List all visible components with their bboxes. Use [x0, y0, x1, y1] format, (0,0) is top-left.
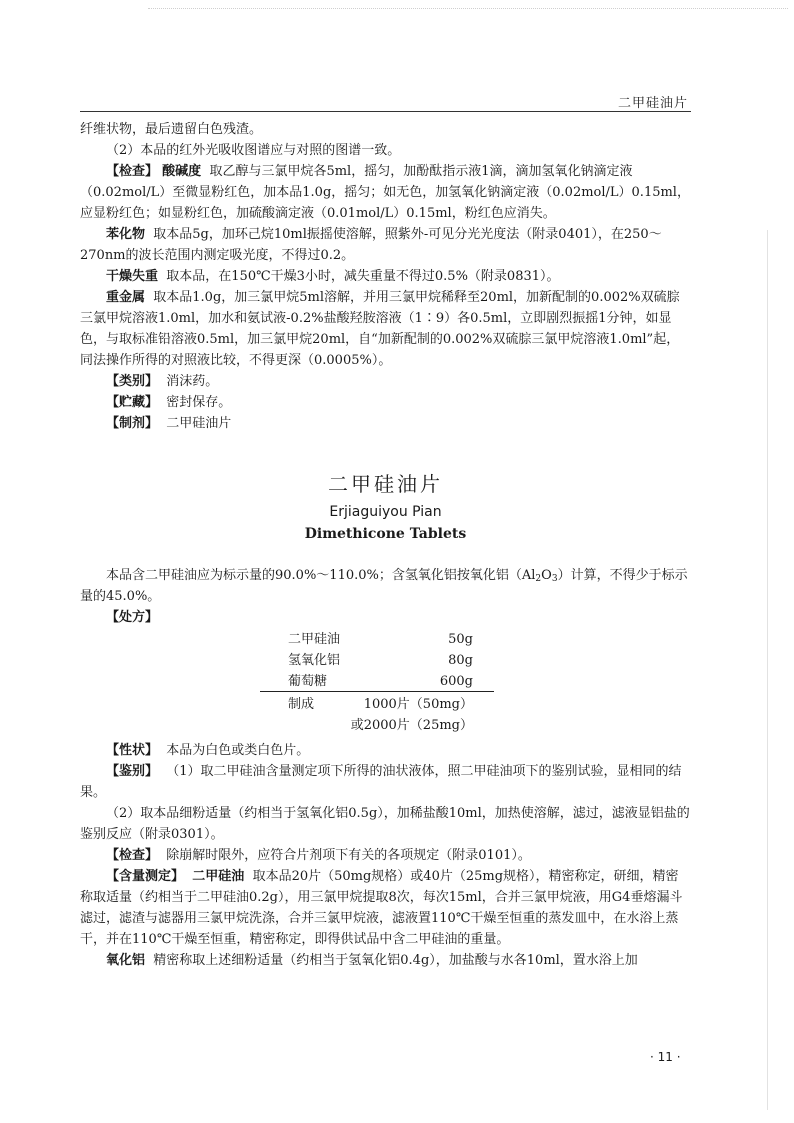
- formula-amount: 50g: [448, 632, 473, 647]
- running-head: 二甲硅油片: [617, 96, 688, 111]
- identification-paragraph: [80, 761, 691, 803]
- metal-paragraph: [80, 287, 691, 371]
- benzene-label: 苯化物: [106, 227, 146, 242]
- page-edge-line: [767, 230, 768, 1110]
- loss-text: 取本品，在150℃干燥3小时，减失重量不得过0.5%（附录0831）。: [166, 269, 560, 284]
- assay-alumina-text: 精密称取上述细粉适量（约相当于氢氧化铝0.4g），加盐酸与水各10ml，置水浴上加: [153, 953, 638, 968]
- intro-text-b: ）计算，不得少于标示量的45.0%。: [80, 568, 688, 604]
- assay-label: 【含量测定】: [106, 869, 185, 884]
- formula-made-row: [80, 694, 691, 715]
- loss-paragraph: [80, 266, 691, 287]
- acidity-text: 取乙醇与三氯甲烷各5ml，摇匀，加酚酞指示液1滴，滴加氢氧化钠滴定液（0.02mol/L）至微显粉红色，加本品1.0g，摇匀；如无色，加氢氧化钠滴定液（0.02mol/L）0.15ml，应显粉红色；如显粉红色，加硫酸滴定液（0.01mol/L）0.15ml，粉红色应消失。: [80, 164, 690, 221]
- intro-subscript-2: 3: [551, 574, 558, 584]
- check-text: 除崩解时限外，应符合片剂项下有关的各项规定（附录0101）。: [166, 848, 531, 863]
- assay-dimethicone-label: 二甲硅油: [192, 869, 245, 884]
- character-paragraph: [80, 740, 691, 761]
- formula-ingredient: 氢氧化铝: [288, 653, 341, 668]
- category-text: 消沫药。: [166, 374, 219, 389]
- formula-heading: [80, 607, 691, 628]
- formula-made-row: [80, 715, 691, 736]
- made-label: 制成: [288, 697, 315, 712]
- prep-paragraph: [80, 413, 691, 434]
- monograph-pinyin: Erjiaguiyou Pian: [329, 504, 442, 520]
- made-amount-1: 1000片（50mg）: [363, 697, 473, 712]
- header-rule: [80, 111, 691, 112]
- top-dotted-rule: [148, 8, 788, 9]
- made-amount-2: 或2000片（25mg）: [350, 718, 473, 733]
- storage-paragraph: [80, 392, 691, 413]
- formula-ingredient: 葡萄糖: [288, 674, 328, 689]
- formula-ingredient: 二甲硅油: [288, 632, 341, 647]
- benzene-paragraph: [80, 224, 691, 266]
- assay-paragraph: [80, 866, 691, 950]
- section-gap: [80, 434, 691, 471]
- formula-amount: 600g: [439, 674, 473, 689]
- check-paragraph: [80, 845, 691, 866]
- intro-paragraph: [80, 565, 691, 607]
- formula-row: [80, 629, 691, 650]
- page-number: · 11 ·: [650, 1050, 681, 1064]
- assay-dimethicone-text: 取本品20片（50mg规格）或40片（25mg规格），精密称定，研细，精密称取适量（约相当于二甲硅油0.2g），用三氯甲烷提取8次，每次15ml，合并三氯甲烷液，用G4垂熔漏斗滤过，滤渣与滤器用三氯甲烷洗涤，合并三氯甲烷液，滤液置110℃干燥至恒重的蒸发皿中，在水浴上蒸干，并在110℃干燥至恒重，精密称定，即得供试品中含二甲硅油的重量。: [80, 869, 683, 947]
- formula-total-rule: [260, 691, 494, 692]
- intro-text-a: 本品含二甲硅油应为标示量的90.0%～110.0%；含氢氧化铝按氧化铝（Al: [106, 568, 536, 583]
- formula-amount: 80g: [448, 653, 473, 668]
- check-label: 【检查】: [106, 164, 159, 179]
- storage-text: 密封保存。: [166, 395, 232, 410]
- metal-label: 重金属: [106, 290, 146, 305]
- character-label: 【性状】: [106, 743, 159, 758]
- category-paragraph: [80, 371, 691, 392]
- identification-1: （1）取二甲硅油含量测定项下所得的油状液体，照二甲硅油项下的鉴别试验，显相同的结果。: [80, 764, 682, 800]
- title-gap: [80, 545, 691, 565]
- acidity-label: 酸碱度: [162, 164, 202, 179]
- formula-row: [80, 650, 691, 671]
- continued-text: 纤维状物，最后遗留白色残渣。: [80, 122, 263, 137]
- storage-label: 【贮藏】: [106, 395, 159, 410]
- benzene-text: 取本品5g，加环己烷10ml振摇使溶解，照紫外-可见分光光度法（附录0401），在250～270nm的波长范围内测定吸光度，不得过0.2。: [80, 227, 662, 263]
- page-body: [80, 119, 691, 971]
- identification-2-paragraph: （2）取本品细粉适量（约相当于氢氧化铝0.5g），加稀盐酸10ml，加热使溶解，滤过，滤液显铝盐的鉴别反应（附录0301）。: [80, 806, 690, 842]
- acidity-paragraph: [80, 161, 691, 224]
- prep-label: 【制剂】: [106, 416, 159, 431]
- intro-subscript-1: 2: [535, 574, 542, 584]
- identification-2: （2）本品的红外光吸收图谱应与对照的图谱一致。: [106, 143, 401, 158]
- assay-alumina-paragraph: [80, 950, 691, 971]
- formula-label: 【处方】: [106, 610, 159, 625]
- check-label: 【检查】: [106, 848, 159, 863]
- intro-text-mid: O: [541, 568, 552, 583]
- formula-row: [80, 671, 691, 692]
- identification-label: 【鉴别】: [106, 764, 159, 779]
- loss-label: 干燥失重: [106, 269, 159, 284]
- character-text: 本品为白色或类白色片。: [166, 743, 310, 758]
- assay-alumina-label: 氧化铝: [106, 953, 146, 968]
- category-label: 【类别】: [106, 374, 159, 389]
- prep-text: 二甲硅油片: [166, 416, 232, 431]
- formula-table: [80, 629, 691, 737]
- monograph-english-title: Dimethicone Tablets: [304, 526, 467, 542]
- metal-text: 取本品1.0g，加三氯甲烷5ml溶解，并用三氯甲烷稀释至20ml，加新配制的0.002%双硫腙三氯甲烷溶液1.0ml，加水和氨试液-0.2%盐酸羟胺溶液（1∶9）各0.5ml，立即剧烈振摇1分钟，如显色，与取标准铅溶液0.5ml，加三氯甲烷20ml，自“加新配制的0.002%双硫腙三氯甲烷溶液1.0ml”起，同法操作所得的对照液比较，不得更深（0.0005%）。: [80, 290, 680, 368]
- monograph-title: 二甲硅油片: [328, 472, 443, 496]
